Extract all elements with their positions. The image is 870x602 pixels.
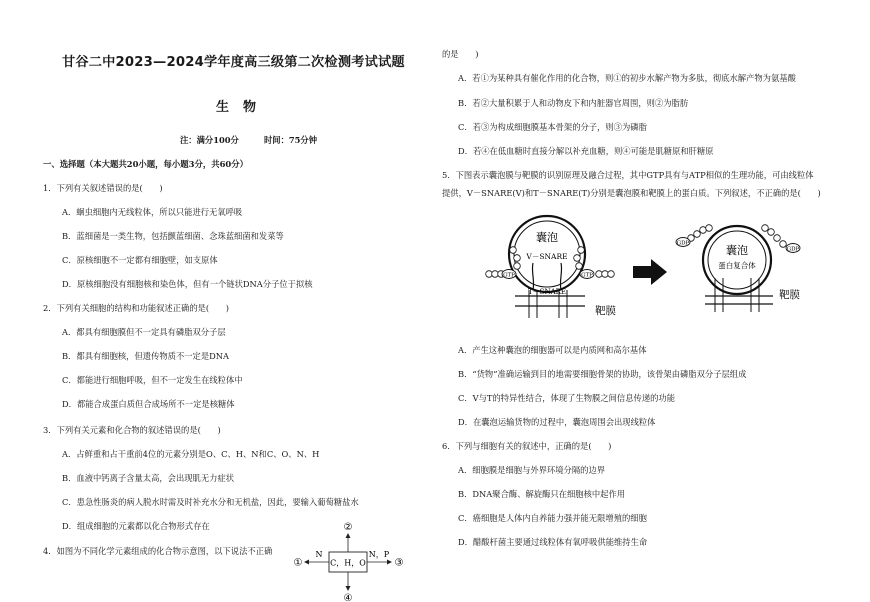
- question-2-option-c: C．都能进行细胞呼吸，但不一定发生在线粒体中: [62, 375, 243, 385]
- process-arrow: [633, 259, 667, 285]
- question-4-option-b: B．若②大量积累于人和动物皮下和内脏器官周围，则②为脂肪: [458, 98, 689, 108]
- question-3-option-c: C．患急性肠炎的病人脱水时需及时补充水分和无机盐，因此，要输入葡萄糖盐水: [62, 497, 359, 507]
- question-5-option-d: D．在囊泡运输货物的过程中，囊泡周围会出现线粒体: [458, 417, 656, 427]
- question-3-option-b: B．血液中钙离子含量太高，会出现肌无力症状: [62, 473, 235, 483]
- question-5-stem-line-1: 5．下图表示囊泡膜与靶膜的识别原理及融合过程，其中GTP具有与ATP相似的生理功能，可由线粒体: [442, 170, 814, 180]
- gtp-label-right: GTP: [581, 272, 593, 279]
- question-5-option-b: B．“货物”准确运输到目的地需要细胞骨架的协助，该骨架由磷脂双分子层组成: [458, 369, 747, 379]
- question-1-option-a: A．蛔虫细胞内无线粒体，所以只能进行无氧呼吸: [62, 207, 243, 217]
- circle-2-label: ②: [343, 522, 353, 533]
- question-6-option-d: D．醋酸杆菌主要通过线粒体有氧呼吸供能维持生命: [458, 537, 648, 547]
- left-element-label: N: [315, 550, 323, 559]
- target-membrane-label: 靶膜: [595, 305, 616, 317]
- question-3-option-a: A．占鲜重和占干重前4位的元素分别是O、C、H、N和C、O、N、H: [62, 449, 320, 459]
- arrow-down-head: [346, 586, 351, 591]
- fused-vesicle-inner: [708, 231, 766, 289]
- question-2-option-b: B．都具有细胞核，但遗传物质不一定是DNA: [62, 351, 230, 361]
- question-1-option-b: B．蓝细菌是一类生物，包括颤蓝细菌、念珠蓝细菌和发菜等: [62, 231, 284, 241]
- question-6-stem: 6．下列与细胞有关的叙述中，正确的是( ): [442, 441, 612, 451]
- question-4-option-c: C．若③为构成细胞膜基本骨架的分子，则③为磷脂: [458, 122, 647, 132]
- gdp-left-beads: [688, 225, 713, 242]
- question-4-stem: 4．如图为不同化学元素组成的化合物示意图，以下说法不正确: [43, 546, 273, 556]
- time-info: 时间：75分钟: [264, 135, 318, 145]
- compound-diagram: [288, 518, 408, 602]
- gtp-label-left: GTP: [503, 272, 515, 279]
- circle-4-label: ④: [343, 593, 353, 602]
- question-4-stem-continued: 的是 ): [442, 49, 479, 59]
- arrow-right-head: [387, 560, 392, 565]
- question-6-option-b: B．DNA聚合酶、解旋酶只在细胞核中起作用: [458, 489, 626, 499]
- question-2-option-d: D．都能合成蛋白质但合成场所不一定是核糖体: [62, 399, 235, 409]
- vesicle-fusion-figure: [475, 208, 815, 328]
- exam-title: 甘谷二中2023—2024学年度高三级第二次检测考试试题: [62, 55, 405, 70]
- question-1-stem: 1．下列有关叙述错误的是( ): [43, 183, 163, 193]
- circle-3-label: ③: [394, 557, 404, 569]
- vesicle-label: 囊泡: [536, 231, 558, 244]
- target-membrane-label-2: 靶膜: [779, 289, 800, 301]
- arrow-left-head: [304, 560, 309, 565]
- question-3-option-d: D．组成细胞的元素都以化合物形式存在: [62, 521, 210, 531]
- subject-title: 生物: [216, 100, 271, 115]
- v-snare-label: V－SNARE: [526, 252, 568, 261]
- center-elements: C，H，O: [330, 558, 366, 568]
- question-5-option-c: C．V与T的特异性结合，体现了生物膜之间信息传递的功能: [458, 393, 676, 403]
- question-3-stem: 3．下列有关元素和化合物的叙述错误的是( ): [43, 425, 221, 435]
- question-5-stem-line-2: 提供，V－SNARE(V)和T－SNARE(T)分别是囊泡膜和靶膜上的蛋白质。下列叙述，不正确的是( ): [442, 188, 821, 198]
- protein-complex-label: 蛋白复合体: [718, 261, 756, 270]
- section-heading: 一、选择题（本大题共20小题，每小题3分，共60分）: [43, 159, 249, 169]
- question-5-option-a: A．产生这种囊泡的细胞器可以是内质网和高尔基体: [458, 345, 647, 355]
- arrow-up-head: [346, 533, 351, 538]
- t-snare-label: T－SNARE: [527, 288, 567, 296]
- circle-1-label: ①: [293, 557, 303, 569]
- right-column: [435, 0, 870, 602]
- gdp-label-right: GDP: [786, 246, 800, 253]
- right-element-label: N，P: [368, 550, 390, 559]
- question-1-option-c: C．原核细胞不一定都有细胞壁，如支原体: [62, 255, 218, 265]
- question-2-stem: 2．下列有关细胞的结构和功能叙述正确的是( ): [43, 303, 229, 313]
- question-4-option-a: A．若①为某种具有催化作用的化合物，则①的初步水解产物为多肽，彻底水解产物为氨基酸: [458, 73, 796, 83]
- gdp-label-left: GDP: [676, 240, 690, 247]
- question-6-option-a: A．细胞膜是细胞与外界环境分隔的边界: [458, 465, 606, 475]
- question-6-option-c: C．癌细胞是人体内自养能力强并能无限增殖的细胞: [458, 513, 647, 523]
- question-2-option-a: A．都具有细胞膜但不一定具有磷脂双分子层: [62, 327, 226, 337]
- vesicle-label-2: 囊泡: [726, 244, 748, 257]
- score-info: 注：满分100分: [180, 135, 239, 145]
- question-1-option-d: D．原核细胞没有细胞核和染色体，但有一个链状DNA分子位于拟核: [62, 279, 313, 289]
- question-4-option-d: D．若④在低血糖时直接分解以补充血糖，则④可能是肌糖原和肝糖原: [458, 146, 714, 156]
